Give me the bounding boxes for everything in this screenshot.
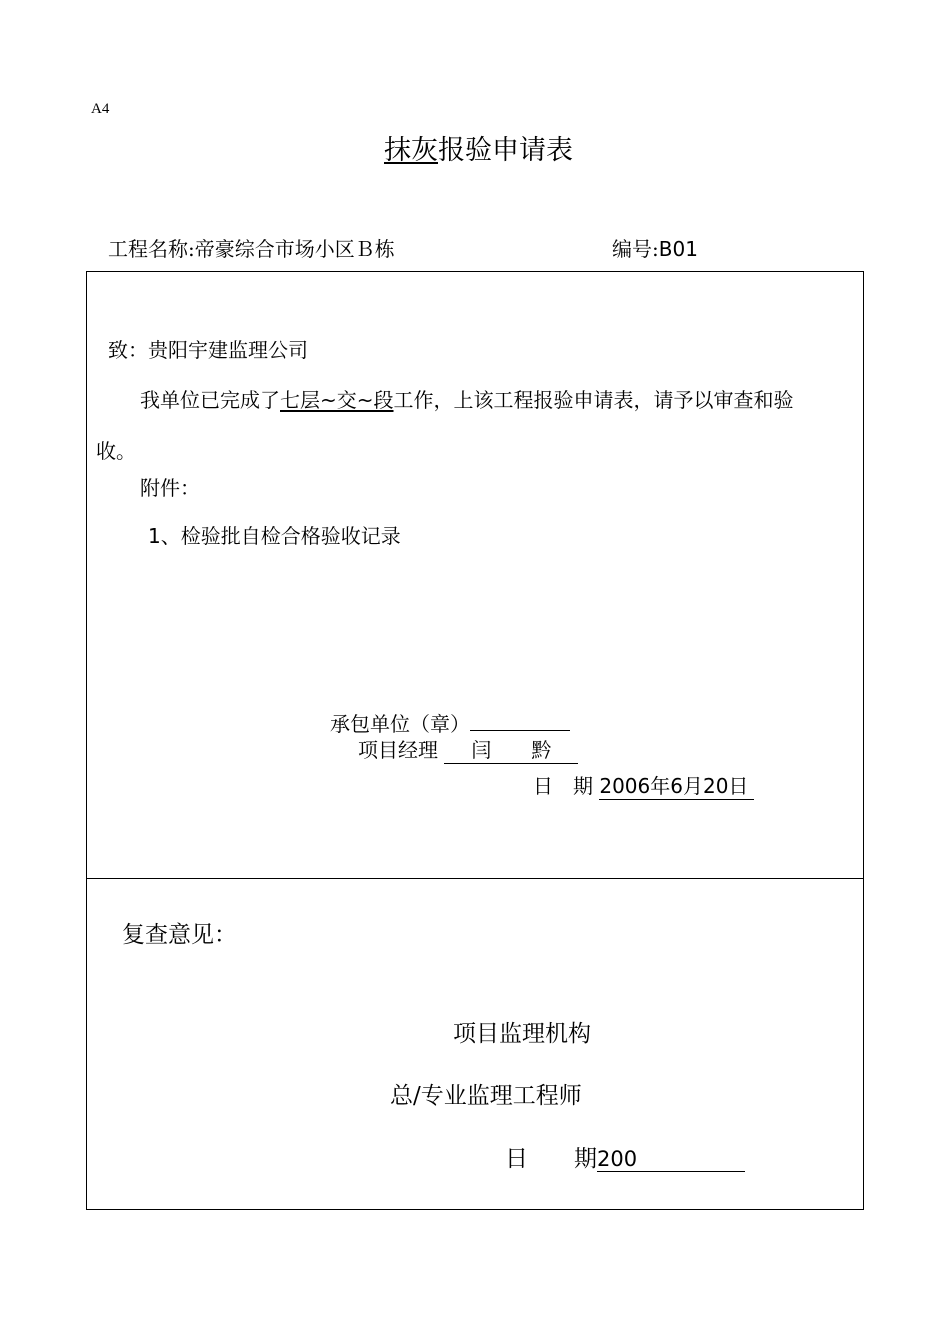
project-name-line [108,233,395,262]
serial-value: B01 [658,237,698,261]
project-manager-name: 闫 黔 [444,734,578,764]
project-name-value: 帝豪综合市场小区Ｂ栋 [194,237,395,261]
document-code: A4 [91,101,110,117]
project-manager-label: 项目经理 [358,738,438,762]
page-title [384,128,573,167]
body-prefix: 我单位已完成了 [140,388,280,412]
application-date-value: 2006年6月20日 [599,770,754,800]
application-body [140,384,794,413]
completed-work: 七层~交~段 [280,388,394,412]
supervision-engineer-label: 总/专业监理工程师 [390,1083,582,1109]
recipient-line [108,334,308,363]
recipient-label: 致： [108,338,148,362]
project-manager-line [358,734,578,764]
body-suffix: 工作，上该工程报验申请表，请予以审查和验 [393,388,794,412]
attachment-item: 1、检验批自检合格验收记录 [148,524,401,548]
application-body-end: 收。 [96,439,136,463]
review-date-label: 日 期 [505,1146,597,1172]
project-name-label: 工程名称: [108,237,195,261]
application-date-line [533,770,754,800]
contractor-seal-line [330,708,570,737]
supervision-org-label: 项目监理机构 [453,1021,591,1047]
contractor-seal-blank [470,708,570,731]
title-rest: 报验申请表 [438,135,573,166]
serial-number-line [612,233,698,262]
recipient-value: 贵阳宇建监理公司 [148,338,308,362]
serial-label: 编号: [612,237,659,261]
review-opinion-label: 复查意见： [122,922,237,948]
attachments-label: 附件： [140,476,200,500]
contractor-label: 承包单位（章） [330,712,470,736]
review-date-line [505,1140,745,1173]
title-underlined-part: 抹灰 [384,135,438,166]
application-date-label: 日 期 [533,774,593,798]
review-date-value: 200 [597,1147,745,1172]
